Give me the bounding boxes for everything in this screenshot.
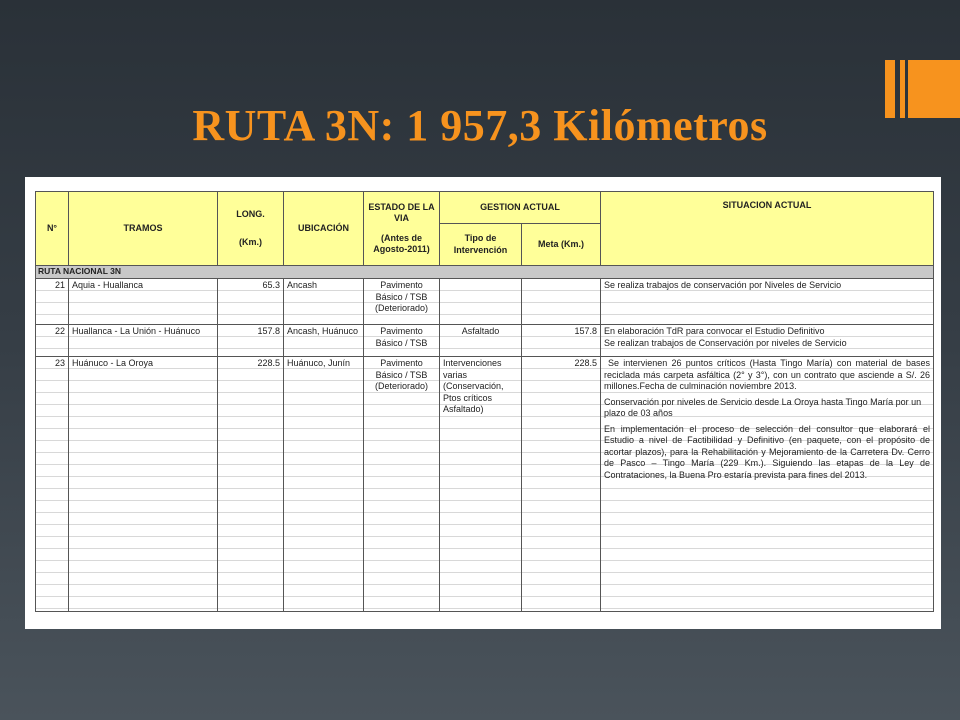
- cell-long: 228.5: [218, 357, 284, 612]
- header-estado-date: (Antes de Agosto-2011): [373, 232, 430, 254]
- cell-tipo: [440, 279, 522, 325]
- road-status-table: [35, 191, 934, 612]
- road-table-image: [25, 177, 941, 629]
- header-estado-label: ESTADO DE LA VIA: [368, 201, 435, 223]
- cell-no: 21: [36, 279, 69, 325]
- header-long-label: LONG.: [236, 209, 265, 219]
- cell-tramo: Huallanca - La Unión - Huánuco: [69, 325, 218, 357]
- cell-ubicacion: Huánuco, Junín: [284, 357, 364, 612]
- header-situacion: SITUACION ACTUAL: [601, 192, 934, 266]
- cell-meta: 157.8: [522, 325, 601, 357]
- cell-estado: Pavimento Básico / TSB (Deteriorado): [364, 279, 440, 325]
- header-meta: Meta (Km.): [522, 224, 601, 266]
- header-long: [218, 192, 284, 266]
- header-estado: [364, 192, 440, 266]
- cell-tipo: Asfaltado: [440, 325, 522, 357]
- situacion-text: Se realizan trabajos de Conservación por niveles de Servicio: [604, 337, 847, 348]
- cell-long: 157.8: [218, 325, 284, 357]
- cell-ubicacion: Ancash, Huánuco: [284, 325, 364, 357]
- table-row: [36, 325, 934, 357]
- situacion-text: Se realiza trabajos de conservación por Niveles de Servicio: [604, 280, 842, 290]
- cell-tramo: Huánuco - La Oroya: [69, 357, 218, 612]
- cell-tramo: Aquia - Huallanca: [69, 279, 218, 325]
- situacion-text: Conservación por niveles de Servicio desde La Oroya hasta Tingo María por un plazo de 03 años: [604, 396, 922, 418]
- header-tramos: TRAMOS: [69, 192, 218, 266]
- section-row: [36, 266, 934, 279]
- header-ubicacion: UBICACIÓN: [284, 192, 364, 266]
- cell-long: 65.3: [218, 279, 284, 325]
- situacion-text: En implementación el proceso de selección del consultor que elaborará el Estudio a nivel de Factibilidad y Definitivo (en paquete, con el propósito de acortar plazos), para la Rehabilitación y Mejoramiento de la Carretera Dv. Cerro de Pasco – Tingo María (229 Km.). Siguiendo las etapas de la Ley de Contrataciones, la Buena Pro estaría prevista para fines del 2013.: [604, 423, 931, 480]
- cell-tipo: Intervenciones varias (Conservación, Ptos críticos Asfaltado): [440, 357, 522, 612]
- situacion-text: Se intervienen 26 puntos críticos (Hasta Tingo María) con material de bases reciclada más carpeta asfáltica (2° y 3°), con un contrato que asciende a S/. 26 millones.Fecha de culminación noviembre 2013.: [604, 358, 931, 391]
- header-tipo: Tipo de Intervención: [440, 224, 522, 266]
- section-label: RUTA NACIONAL 3N: [36, 266, 934, 279]
- cell-no: 22: [36, 325, 69, 357]
- situacion-text: En elaboración TdR para convocar el Estudio Definitivo: [604, 326, 825, 336]
- cell-estado: Pavimento Básico / TSB (Deteriorado): [364, 357, 440, 612]
- header-long-unit: (Km.): [239, 236, 262, 247]
- cell-meta: [522, 279, 601, 325]
- cell-no: 23: [36, 357, 69, 612]
- cell-estado: Pavimento Básico / TSB: [364, 325, 440, 357]
- cell-situacion: [601, 357, 934, 612]
- cell-meta: 228.5: [522, 357, 601, 612]
- cell-situacion: [601, 279, 934, 325]
- table-row: [36, 357, 934, 612]
- header-gestion: GESTION ACTUAL: [440, 192, 601, 224]
- header-no: N°: [36, 192, 69, 266]
- slide-title: RUTA 3N: 1 957,3 Kilómetros: [192, 101, 768, 150]
- cell-situacion: [601, 325, 934, 357]
- cell-ubicacion: Ancash: [284, 279, 364, 325]
- table-row: [36, 279, 934, 325]
